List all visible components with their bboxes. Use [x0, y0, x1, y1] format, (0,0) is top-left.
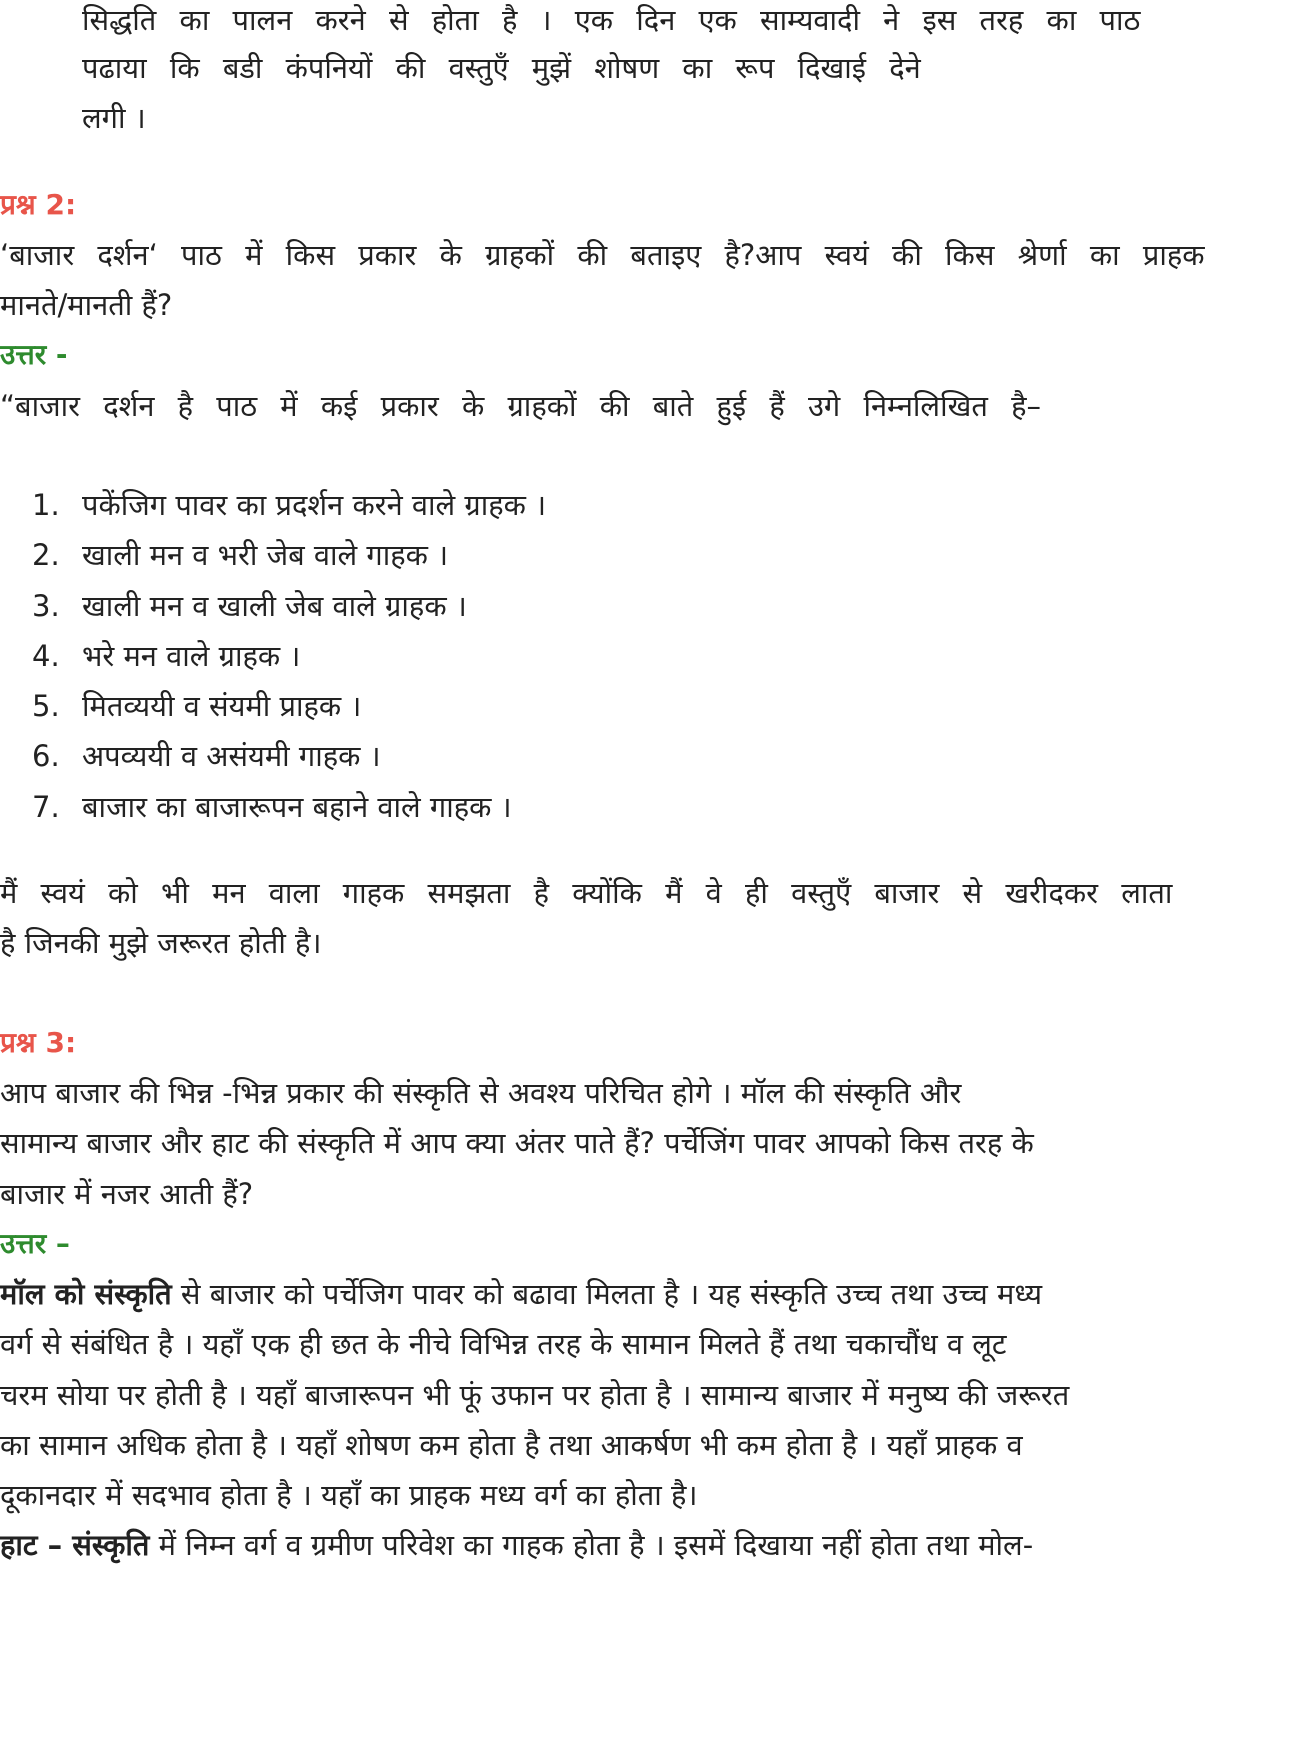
list-text: खाली मन व भरी जेब वाले गाहक ।: [82, 538, 449, 572]
question-3-line-1: आप बाजार की भिन्न -भिन्न प्रकार की संस्कृति से अवश्य परिचित होगे । मॉल की संस्कृति और: [0, 1076, 962, 1110]
intro-line-1: सिद्धति का पालन करने से होता है । एक दिन एक साम्यवादी ने इस तरह का पाठ: [82, 3, 1141, 37]
list-text: भरे मन वाले ग्राहक ।: [82, 639, 301, 673]
list-number: 4.: [32, 639, 60, 673]
list-number: 6.: [32, 739, 60, 773]
answer-2-heading: उत्तर -: [0, 338, 68, 371]
list-item: [32, 535, 448, 575]
haat-culture-term: हाट – संस्कृति: [0, 1528, 150, 1562]
question-3-line-2: सामान्य बाजार और हाट की संस्कृति में आप क्या अंतर पाते हैं? पर्चेजिंग पावर आपको किस तरह के: [0, 1126, 1034, 1160]
list-number: 2.: [32, 538, 60, 572]
list-number: 1.: [32, 488, 60, 522]
list-item: [32, 736, 381, 776]
answer-3-line-5: दूकानदार में सदभाव होता है । यहाँ का प्राहक मध्य वर्ग का होता है।: [0, 1478, 698, 1512]
answer-3-heading: उत्तर –: [0, 1227, 70, 1260]
answer-3-line-1: [0, 1274, 1042, 1314]
list-item: [32, 787, 512, 827]
list-item: [32, 485, 546, 525]
answer-3-line-4: का सामान अधिक होता है । यहाँ शोषण कम होता है तथा आकर्षण भी कम होता है । यहाँ प्राहक व: [0, 1428, 1023, 1462]
intro-line-3: लगी ।: [82, 101, 146, 135]
list-item: [32, 636, 300, 676]
list-text: पकेंजिग पावर का प्रदर्शन करने वाले ग्राहक ।: [82, 488, 547, 522]
question-3-heading: प्रश्न 3:: [0, 1026, 77, 1059]
question-2-line-1: ‘बाजार दर्शन‘ पाठ में किस प्रकार के ग्राहकों की बताइए है?आप स्वयं की किस श्रेर्णा का प्राहक: [0, 238, 1205, 272]
list-item: [32, 686, 361, 726]
list-text: खाली मन व खाली जेब वाले ग्राहक ।: [82, 589, 467, 623]
answer-3-line-1-text: से बाजार को पर्चेजिग पावर को बढावा मिलता है । यह संस्कृति उच्च तथा उच्च मध्य: [171, 1277, 1043, 1311]
list-number: 7.: [32, 790, 60, 824]
question-2-heading: प्रश्न 2:: [0, 188, 77, 221]
question-2-line-2: मानते/मानती हैं?: [0, 288, 173, 322]
list-number: 5.: [32, 689, 60, 723]
question-3-line-3: बाजार में नजर आती हैं?: [0, 1177, 254, 1211]
intro-line-2: पढाया कि बडी कंपनियों की वस्तुएँ मुझें शोषण का रूप दिखाई देने: [82, 51, 921, 85]
list-text: मितव्ययी व संयमी प्राहक ।: [82, 689, 362, 723]
answer-3-line-6: [0, 1525, 1033, 1565]
answer-3-line-2: वर्ग से संबंधित है । यहाँ एक ही छत के नीचे विभिन्न तरह के सामान मिलते हैं तथा चकाचौंध व लूट: [0, 1327, 1007, 1361]
answer-3-line-3: चरम सोया पर होती है । यहाँ बाजारूपन भी फूं उफान पर होता है । सामान्य बाजार में मनुष्य की जरूरत: [0, 1378, 1070, 1412]
list-text: अपव्ययी व असंयमी गाहक ।: [82, 739, 381, 773]
list-number: 3.: [32, 589, 60, 623]
answer-2-conclusion-line-2: है जिनकी मुझे जरूरत होती है।: [0, 926, 322, 960]
answer-2-intro: “बाजार दर्शन है पाठ में कई प्रकार के ग्राहकों की बाते हुई हैं उगे निम्नलिखित है–: [0, 389, 1041, 423]
mall-culture-term: मॉल को संस्कृति: [0, 1277, 172, 1311]
answer-2-conclusion-line-1: मैं स्वयं को भी मन वाला गाहक समझता है क्योंकि मैं वे ही वस्तुएँ बाजार से खरीदकर लाता: [0, 876, 1173, 910]
list-text: बाजार का बाजारूपन बहाने वाले गाहक ।: [82, 790, 512, 824]
answer-3-line-6-text: में निम्न वर्ग व ग्रमीण परिवेश का गाहक होता है । इसमें दिखाया नहीं होता तथा मोल-: [149, 1528, 1034, 1562]
list-item: [32, 586, 467, 626]
